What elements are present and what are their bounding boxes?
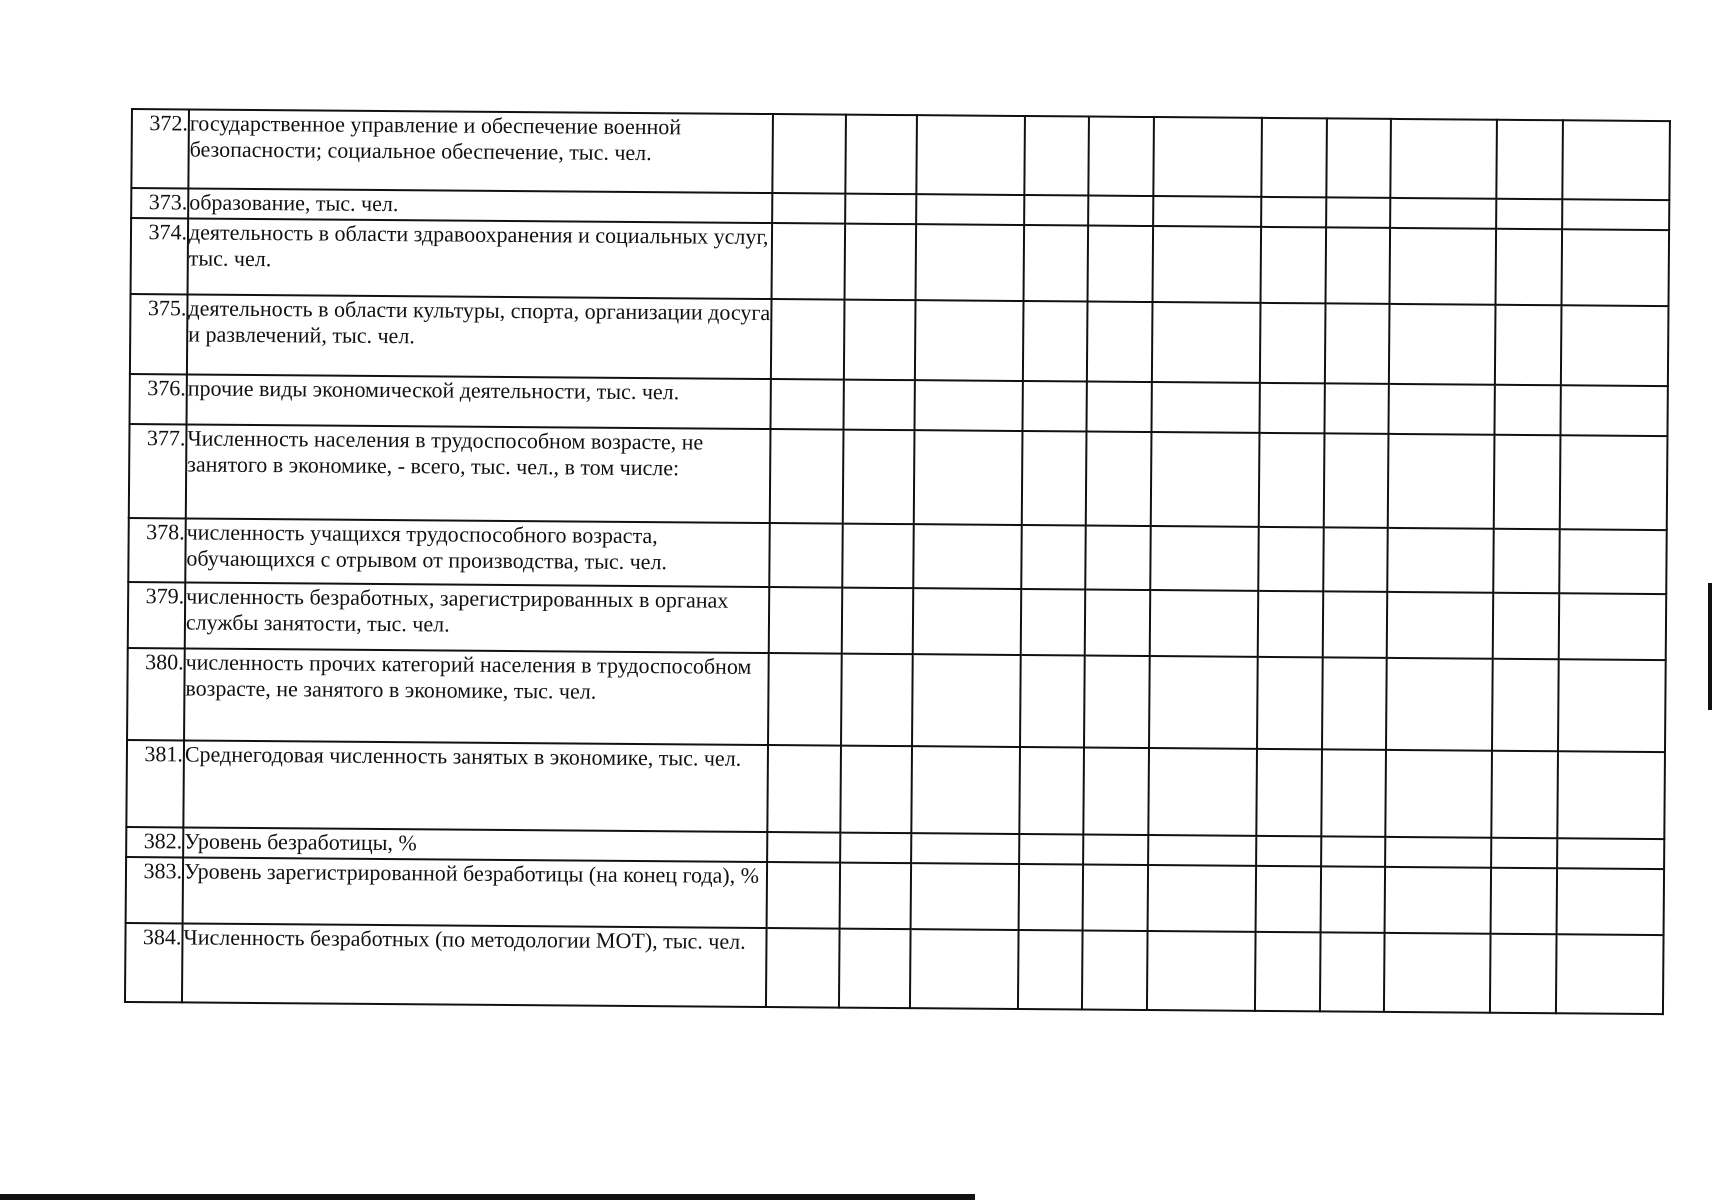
value-cell [1561,229,1669,306]
indicator-name: государственное управление и обеспечение военной безопасности; социальное обеспечение, тыс. чел. [188,109,773,193]
value-cell [1083,835,1148,866]
value-cell [839,929,911,1009]
value-cell [1385,750,1492,838]
value-cell [910,929,1019,1009]
table-row [129,424,1668,530]
value-cell [840,833,911,864]
value-cell [1559,529,1666,594]
value-cell [1151,432,1260,527]
row-number: 374. [131,218,189,294]
value-cell [1148,835,1256,866]
row-number: 373. [131,188,188,218]
value-cell [1490,934,1557,1014]
value-cell [1323,527,1388,592]
value-cell [1019,834,1083,865]
value-cell [1390,228,1497,305]
indicator-name: численность прочих категорий населения в трудоспособном возрасте, не занятого в экономике, тыс. чел. [184,648,769,745]
row-number: 384. [125,923,183,1002]
indicator-name: Среднегодовая численность занятых в экономике, тыс. чел. [183,740,768,832]
scan-edge-bottom [0,1194,975,1200]
value-cell [843,380,914,431]
row-number: 381. [126,740,184,827]
value-cell [1388,384,1494,435]
indicator-table [124,108,1671,1015]
value-cell [1557,838,1664,869]
value-cell [770,429,844,524]
value-cell [842,588,914,655]
value-cell [914,380,1022,431]
value-cell [1259,433,1325,528]
value-cell [1557,751,1665,839]
value-cell [1083,748,1149,836]
value-cell [1387,592,1494,659]
value-cell [1256,836,1321,867]
value-cell [913,524,1021,589]
value-cell [1022,431,1087,525]
value-cell [1258,527,1324,592]
row-number: 378. [128,518,186,582]
value-cell [1085,526,1151,591]
value-cell [840,863,912,930]
value-cell [1152,302,1261,383]
value-cell [1153,196,1261,227]
row-number: 372. [131,109,189,188]
value-cell [1088,117,1154,197]
value-cell [1260,303,1326,384]
value-cell [1255,932,1321,1012]
indicator-name: деятельность в области здравоохранения и социальных услуг, тыс. чел. [188,218,773,299]
table-row [126,857,1664,935]
value-cell [1560,385,1667,436]
value-cell [1259,383,1324,434]
value-cell [915,300,1024,381]
value-cell [1324,433,1389,527]
indicator-name: Численность безработных (по методологии МОТ), тыс. чел. [182,923,767,1007]
value-cell [1560,435,1668,530]
value-cell [1556,934,1664,1014]
value-cell [1559,593,1667,660]
value-cell [1088,196,1153,227]
value-cell [1558,659,1666,752]
value-cell [845,224,917,301]
value-cell [1257,657,1323,750]
value-cell [916,194,1024,225]
value-cell [1326,227,1391,304]
value-cell [1491,751,1558,839]
value-cell [771,299,845,380]
indicator-name: прочие виды экономической деятельности, тыс. чел. [187,374,771,429]
value-cell [1150,590,1259,657]
table-row [125,923,1664,1014]
value-cell [772,193,845,224]
row-number: 380. [127,648,185,740]
value-cell [767,862,841,929]
indicator-name: образование, тыс. чел. [188,188,772,223]
value-cell [1150,526,1258,591]
value-cell [1084,656,1150,749]
value-cell [1023,301,1088,382]
value-cell [1387,528,1493,593]
value-cell [1261,227,1327,304]
value-cell [1018,930,1083,1010]
value-cell [770,379,843,430]
value-cell [1561,305,1669,386]
value-cell [1321,836,1385,867]
value-cell [1557,868,1665,935]
value-cell [1320,932,1385,1012]
value-cell [1153,226,1262,303]
value-cell [1324,383,1388,434]
value-cell [1020,655,1085,747]
value-cell [844,300,916,381]
value-cell [913,588,1022,655]
table-row [131,218,1670,306]
value-cell [1024,116,1089,196]
row-number: 375. [130,294,188,374]
table-row [127,648,1666,752]
indicator-name: численность учащихся трудоспособного возраста, обучающихся с отрывом от производства, тыс. чел. [185,518,769,587]
value-cell [1021,525,1086,590]
indicator-name: Уровень безработицы, % [183,827,767,862]
row-number: 382. [126,827,183,857]
value-cell [1386,658,1493,751]
value-cell [1024,225,1089,302]
value-cell [767,745,841,833]
value-cell [1321,866,1386,933]
value-cell [911,746,1020,834]
value-cell [911,863,1020,930]
indicator-name: деятельность в области культуры, спорта, организации досуга и развлечений, тыс. чел. [187,294,772,379]
value-cell [1385,867,1492,934]
value-cell [1390,119,1497,199]
indicator-name: численность безработных, зарегистрированных в органах службы занятости, тыс. чел. [185,582,770,653]
value-cell [769,523,843,588]
value-cell [1384,933,1491,1013]
indicator-name: Численность населения в трудоспособном возрасте, не занятого в экономике, - всего, тыс. чел., в том числе: [186,424,771,523]
value-cell [769,587,843,654]
value-cell [1493,529,1560,594]
table-row [128,582,1666,660]
value-cell [1495,305,1562,386]
value-cell [1153,117,1262,197]
value-cell [1086,382,1151,433]
indicator-name: Уровень зарегистрированной безработицы (на конец года), % [183,857,768,928]
value-cell [1390,198,1496,229]
value-cell [1256,749,1322,837]
indicator-table-sheet [124,108,1671,1015]
table-body [125,109,1670,1014]
value-cell [1322,657,1387,749]
table-row [130,294,1669,386]
value-cell [842,524,914,589]
value-cell [1024,195,1088,226]
value-cell [1261,197,1326,228]
value-cell [1389,304,1496,385]
value-cell [1019,747,1084,834]
value-cell [845,115,917,195]
value-cell [840,746,912,834]
scan-edge-right [1708,583,1712,710]
row-number: 379. [128,582,186,648]
value-cell [766,928,840,1008]
value-cell [1496,199,1562,230]
value-cell [1491,838,1557,869]
value-cell [1494,435,1561,530]
value-cell [1022,381,1086,432]
value-cell [911,833,1019,864]
value-cell [1087,302,1153,383]
value-cell [1323,591,1388,658]
value-cell [1147,931,1256,1011]
value-cell [1494,385,1560,436]
value-cell [845,194,916,225]
value-cell [843,430,915,525]
value-cell [1496,120,1563,200]
value-cell [1148,865,1257,932]
value-cell [912,654,1021,747]
value-cell [1562,199,1669,230]
value-cell [1019,864,1084,931]
value-cell [772,223,846,300]
table-row [126,740,1665,839]
value-cell [841,654,913,747]
value-cell [1562,120,1670,200]
value-cell [1021,589,1086,656]
value-cell [1326,118,1391,198]
table-row [131,109,1670,200]
value-cell [772,114,846,194]
row-number: 376. [130,374,187,424]
table-row [128,518,1666,594]
value-cell [1258,591,1324,658]
row-number: 383. [126,857,184,923]
value-cell [1326,197,1390,228]
value-cell [1325,303,1390,384]
value-cell [1321,749,1386,836]
value-cell [1088,226,1154,303]
value-cell [916,115,1025,195]
value-cell [1261,118,1327,198]
value-cell [914,430,1023,525]
value-cell [916,224,1025,301]
value-cell [768,653,842,746]
value-cell [1493,593,1560,660]
value-cell [1388,434,1495,529]
value-cell [1151,382,1259,433]
value-cell [1149,656,1258,749]
value-cell [1495,229,1562,306]
value-cell [1082,930,1148,1010]
value-cell [1492,659,1559,752]
row-number: 377. [129,424,187,518]
value-cell [1148,748,1257,836]
value-cell [1491,868,1558,935]
value-cell [1385,837,1491,868]
value-cell [1256,866,1322,933]
value-cell [767,832,840,863]
value-cell [1083,865,1149,932]
value-cell [1086,432,1152,527]
value-cell [1085,590,1151,657]
